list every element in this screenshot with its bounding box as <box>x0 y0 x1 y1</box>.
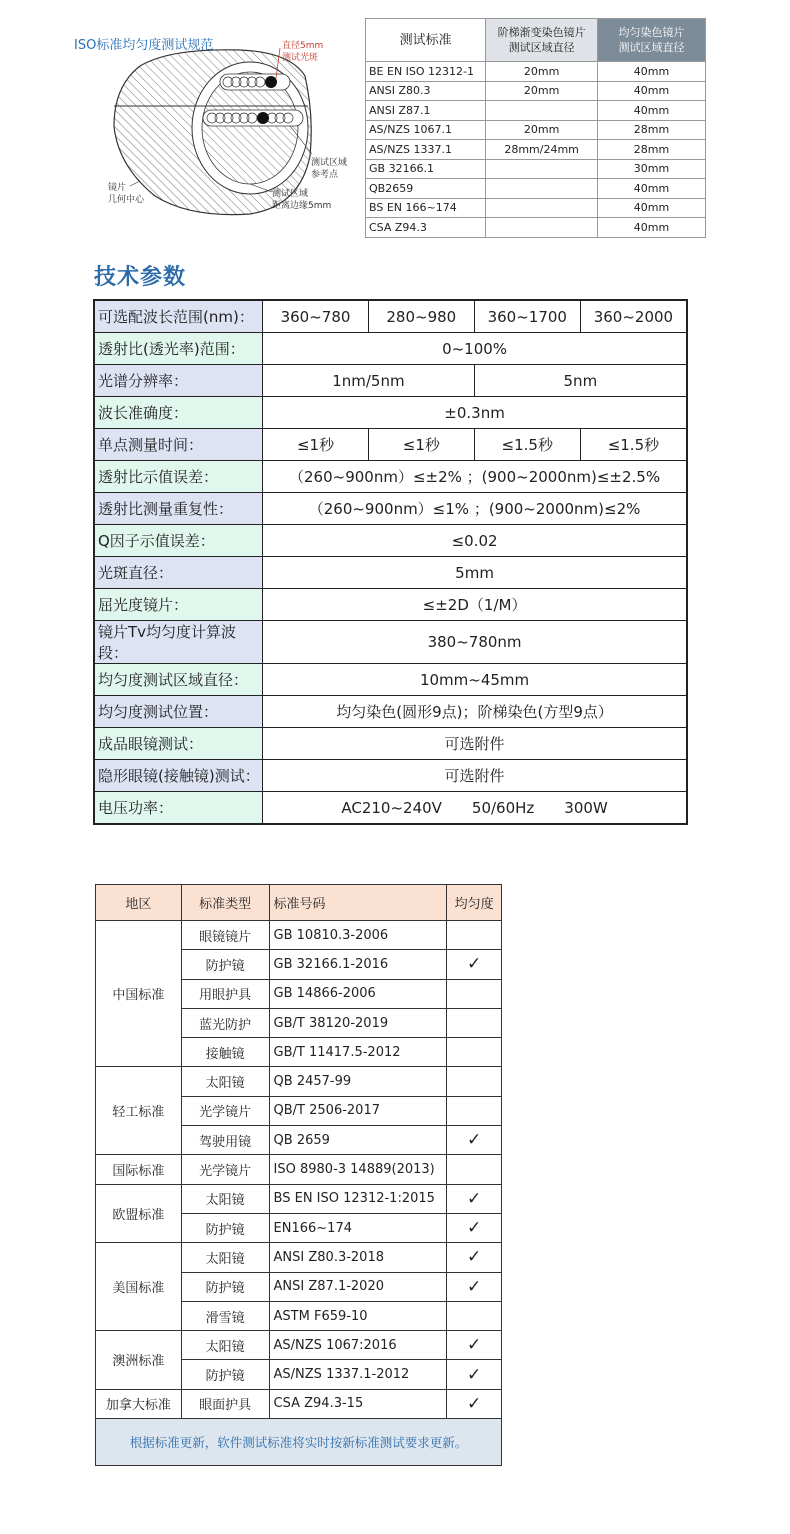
tech-row <box>94 621 687 664</box>
tech-params-table <box>93 299 688 825</box>
uniformity-cell <box>447 1008 502 1037</box>
uniformity-cell <box>447 1301 502 1330</box>
standard-code: ISO 8980-3 14889(2013) <box>269 1155 447 1184</box>
check-icon: ✓ <box>466 954 482 975</box>
std-name: CSA Z94.3 <box>366 218 486 238</box>
standard-code: QB 2659 <box>269 1126 447 1155</box>
param-value: ≤1.5秒 <box>474 429 580 461</box>
std-name: AS/NZS 1337.1 <box>366 140 486 160</box>
check-icon: ✓ <box>466 1335 482 1356</box>
std-name: ANSI Z80.3 <box>366 81 486 101</box>
standard-type: 太阳镜 <box>181 1184 269 1213</box>
tech-row <box>94 664 687 696</box>
check-icon: ✓ <box>466 1218 482 1239</box>
param-value: ≤±2D（1/M） <box>263 589 687 621</box>
std-name: BS EN 166~174 <box>366 198 486 218</box>
uniformity-cell <box>447 1184 502 1213</box>
uniform-diameter: 28mm <box>597 120 705 140</box>
note-row <box>96 1419 502 1466</box>
diagram-title: ISO标准均匀度测试规范 <box>74 38 214 53</box>
check-icon: ✓ <box>466 1247 482 1268</box>
param-value: ≤1秒 <box>368 429 474 461</box>
tech-row <box>94 365 687 397</box>
std-row <box>366 198 706 218</box>
param-value: AC210~240V 50/60Hz 300W <box>263 792 687 825</box>
gradient-diameter <box>486 159 598 179</box>
header-region: 地区 <box>96 885 182 921</box>
std-name: AS/NZS 1067.1 <box>366 120 486 140</box>
param-value: 360~1700 <box>474 300 580 333</box>
check-icon: ✓ <box>466 1188 482 1209</box>
standard-type: 太阳镜 <box>181 1331 269 1360</box>
standard-code: ANSI Z80.3-2018 <box>269 1243 447 1272</box>
tech-row <box>94 397 687 429</box>
table-row <box>96 1243 502 1272</box>
standard-type: 太阳镜 <box>181 1067 269 1096</box>
header-gradient: 阶梯渐变染色镜片 测试区域直径 <box>486 19 598 62</box>
uniformity-cell <box>447 1038 502 1067</box>
param-value: ≤0.02 <box>263 525 687 557</box>
standard-type: 滑雪镜 <box>181 1301 269 1330</box>
std-name: ANSI Z87.1 <box>366 101 486 121</box>
param-value: 5nm <box>474 365 687 397</box>
uniformity-cell <box>447 1331 502 1360</box>
param-label: 透射比(透光率)范围： <box>94 333 263 365</box>
tech-row <box>94 493 687 525</box>
param-value: 10mm~45mm <box>263 664 687 696</box>
uniformity-cell <box>447 1126 502 1155</box>
param-value: ≤1.5秒 <box>580 429 687 461</box>
gradient-diameter <box>486 101 598 121</box>
check-icon: ✓ <box>466 1130 482 1151</box>
uniformity-cell <box>447 1155 502 1184</box>
uniform-diameter: 40mm <box>597 198 705 218</box>
standard-type: 光学镜片 <box>181 1155 269 1184</box>
standard-code: AS/NZS 1337.1-2012 <box>269 1360 447 1389</box>
gradient-diameter: 28mm/24mm <box>486 140 598 160</box>
spot-size-label-line1: 直径5mm <box>282 41 324 51</box>
std-name: BE EN ISO 12312-1 <box>366 62 486 82</box>
tech-row <box>94 557 687 589</box>
table-row <box>96 1184 502 1213</box>
reference-spot <box>265 76 277 88</box>
center-spot <box>257 112 269 124</box>
gradient-diameter <box>486 179 598 199</box>
table-row <box>96 1389 502 1418</box>
std-row <box>366 81 706 101</box>
std-row <box>366 159 706 179</box>
standard-code: QB/T 2506-2017 <box>269 1096 447 1125</box>
standard-type: 光学镜片 <box>181 1096 269 1125</box>
uniform-diameter: 40mm <box>597 218 705 238</box>
param-value: 360~780 <box>263 300 369 333</box>
standard-type: 接触镜 <box>181 1038 269 1067</box>
edge-distance-label-line1: 测试区域 <box>272 189 309 199</box>
tech-row <box>94 792 687 825</box>
param-value: 360~2000 <box>580 300 687 333</box>
region-cell: 中国标准 <box>96 921 182 1067</box>
standard-code: CSA Z94.3-15 <box>269 1389 447 1418</box>
param-value: （260~900nm）≤1% ；(900~2000nm)≤2% <box>263 493 687 525</box>
standard-code: EN166~174 <box>269 1213 447 1242</box>
param-value: 280~980 <box>368 300 474 333</box>
standard-code: GB 32166.1-2016 <box>269 950 447 979</box>
region-cell: 欧盟标准 <box>96 1184 182 1243</box>
param-value: ≤1秒 <box>263 429 369 461</box>
geometric-center-label-line1: 镜片 <box>108 183 127 193</box>
param-label: 光斑直径： <box>94 557 263 589</box>
region-cell: 国际标准 <box>96 1155 182 1184</box>
gradient-diameter: 20mm <box>486 120 598 140</box>
region-cell: 加拿大标准 <box>96 1389 182 1418</box>
region-standards-table <box>95 884 502 1466</box>
uniformity-cell <box>447 1243 502 1272</box>
uniform-diameter: 40mm <box>597 62 705 82</box>
uniform-diameter: 40mm <box>597 81 705 101</box>
param-value: （260~900nm）≤±2% ；(900~2000nm)≤±2.5% <box>263 461 687 493</box>
tech-row <box>94 429 687 461</box>
standard-code: AS/NZS 1067:2016 <box>269 1331 447 1360</box>
gradient-diameter: 20mm <box>486 81 598 101</box>
std-row <box>366 179 706 199</box>
param-value: 0~100% <box>263 333 687 365</box>
table-row <box>96 921 502 950</box>
table-row <box>96 1067 502 1096</box>
tech-row <box>94 300 687 333</box>
region-cell: 美国标准 <box>96 1243 182 1331</box>
uniformity-cell <box>447 979 502 1008</box>
standard-type: 蓝光防护 <box>181 1008 269 1037</box>
uniformity-cell <box>447 1067 502 1096</box>
uniformity-cell <box>447 950 502 979</box>
standard-type: 防护镜 <box>181 1213 269 1242</box>
param-label: Q因子示值误差： <box>94 525 263 557</box>
tech-row <box>94 589 687 621</box>
param-label: 波长准确度： <box>94 397 263 429</box>
param-label: 透射比示值误差： <box>94 461 263 493</box>
standard-type: 防护镜 <box>181 1360 269 1389</box>
reference-point-label <box>311 157 347 181</box>
uniformity-cell <box>447 1213 502 1242</box>
uniform-diameter: 40mm <box>597 101 705 121</box>
param-label: 光谱分辨率： <box>94 365 263 397</box>
uniform-diameter: 30mm <box>597 159 705 179</box>
header-type: 标准类型 <box>181 885 269 921</box>
param-label: 电压功率： <box>94 792 263 825</box>
param-label: 成品眼镜测试： <box>94 728 263 760</box>
update-note: 根据标准更新，软件测试标准将实时按新标准测试要求更新。 <box>96 1419 502 1466</box>
std-name: GB 32166.1 <box>366 159 486 179</box>
standard-code: GB 14866-2006 <box>269 979 447 1008</box>
geometric-center-label-line2: 几何中心 <box>108 195 145 205</box>
std-name: QB2659 <box>366 179 486 199</box>
param-label: 单点测量时间： <box>94 429 263 461</box>
region-cell: 澳洲标准 <box>96 1331 182 1390</box>
region-cell: 轻工标准 <box>96 1067 182 1155</box>
param-value: 均匀染色(圆形9点)；阶梯染色(方型9点） <box>263 696 687 728</box>
reference-point-label-line2: 参考点 <box>311 170 339 180</box>
header-standard: 测试标准 <box>366 19 486 62</box>
uniformity-cell <box>447 1272 502 1301</box>
gradient-diameter <box>486 198 598 218</box>
param-label: 透射比测量重复性： <box>94 493 263 525</box>
param-value: 可选附件 <box>263 728 687 760</box>
uniform-diameter: 28mm <box>597 140 705 160</box>
param-label: 隐形眼镜(接触镜)测试： <box>94 760 263 792</box>
geometric-center-label <box>108 182 144 206</box>
param-label: 可选配波长范围(nm)： <box>94 300 263 333</box>
param-label: 镜片Tv均匀度计算波段： <box>94 621 263 664</box>
standard-type: 防护镜 <box>181 950 269 979</box>
uniformity-cell <box>447 921 502 950</box>
reference-point-label-line1: 测试区域 <box>311 158 348 168</box>
standard-code: ASTM F659-10 <box>269 1301 447 1330</box>
header-uniform: 均匀染色镜片 测试区域直径 <box>597 19 705 62</box>
test-area-standards-table <box>365 18 706 238</box>
standard-code: GB/T 38120-2019 <box>269 1008 447 1037</box>
param-label: 屈光度镜片： <box>94 589 263 621</box>
std-row <box>366 101 706 121</box>
edge-distance-label <box>272 188 331 212</box>
header-code: 标准号码 <box>269 885 447 921</box>
param-value: 1nm/5nm <box>263 365 475 397</box>
table-row <box>96 1331 502 1360</box>
header-uniformity: 均匀度 <box>447 885 502 921</box>
standard-code: GB 10810.3-2006 <box>269 921 447 950</box>
check-icon: ✓ <box>466 1393 482 1414</box>
param-label: 均匀度测试区域直径： <box>94 664 263 696</box>
param-value: 5mm <box>263 557 687 589</box>
uniformity-cell <box>447 1389 502 1418</box>
tech-row <box>94 333 687 365</box>
standard-code: QB 2457-99 <box>269 1067 447 1096</box>
gradient-diameter: 20mm <box>486 62 598 82</box>
uniform-diameter: 40mm <box>597 179 705 199</box>
table-row <box>96 1155 502 1184</box>
tech-row <box>94 760 687 792</box>
tech-params-title: 技术参数 <box>94 265 187 290</box>
tech-row <box>94 525 687 557</box>
standard-type: 眼镜镜片 <box>181 921 269 950</box>
tech-row <box>94 461 687 493</box>
check-icon: ✓ <box>466 1364 482 1385</box>
standard-type: 眼面护具 <box>181 1389 269 1418</box>
std-row <box>366 218 706 238</box>
uniformity-cell <box>447 1360 502 1389</box>
uniformity-cell <box>447 1096 502 1125</box>
edge-distance-label-line2: 距离边缘5mm <box>272 201 332 211</box>
param-value: ±0.3nm <box>263 397 687 429</box>
std-row <box>366 120 706 140</box>
param-value: 380~780nm <box>263 621 687 664</box>
tech-row <box>94 696 687 728</box>
standard-code: BS EN ISO 12312-1:2015 <box>269 1184 447 1213</box>
std-row <box>366 140 706 160</box>
gradient-diameter <box>486 218 598 238</box>
standard-code: GB/T 11417.5-2012 <box>269 1038 447 1067</box>
param-value: 可选附件 <box>263 760 687 792</box>
check-icon: ✓ <box>466 1276 482 1297</box>
spot-size-label-line2: 测试光斑 <box>282 53 319 63</box>
standard-type: 太阳镜 <box>181 1243 269 1272</box>
param-label: 均匀度测试位置： <box>94 696 263 728</box>
standard-type: 防护镜 <box>181 1272 269 1301</box>
standard-type: 用眼护具 <box>181 979 269 1008</box>
standard-type: 驾驶用镜 <box>181 1126 269 1155</box>
std-row <box>366 62 706 82</box>
spot-size-label <box>282 40 323 64</box>
tech-row <box>94 728 687 760</box>
standard-code: ANSI Z87.1-2020 <box>269 1272 447 1301</box>
